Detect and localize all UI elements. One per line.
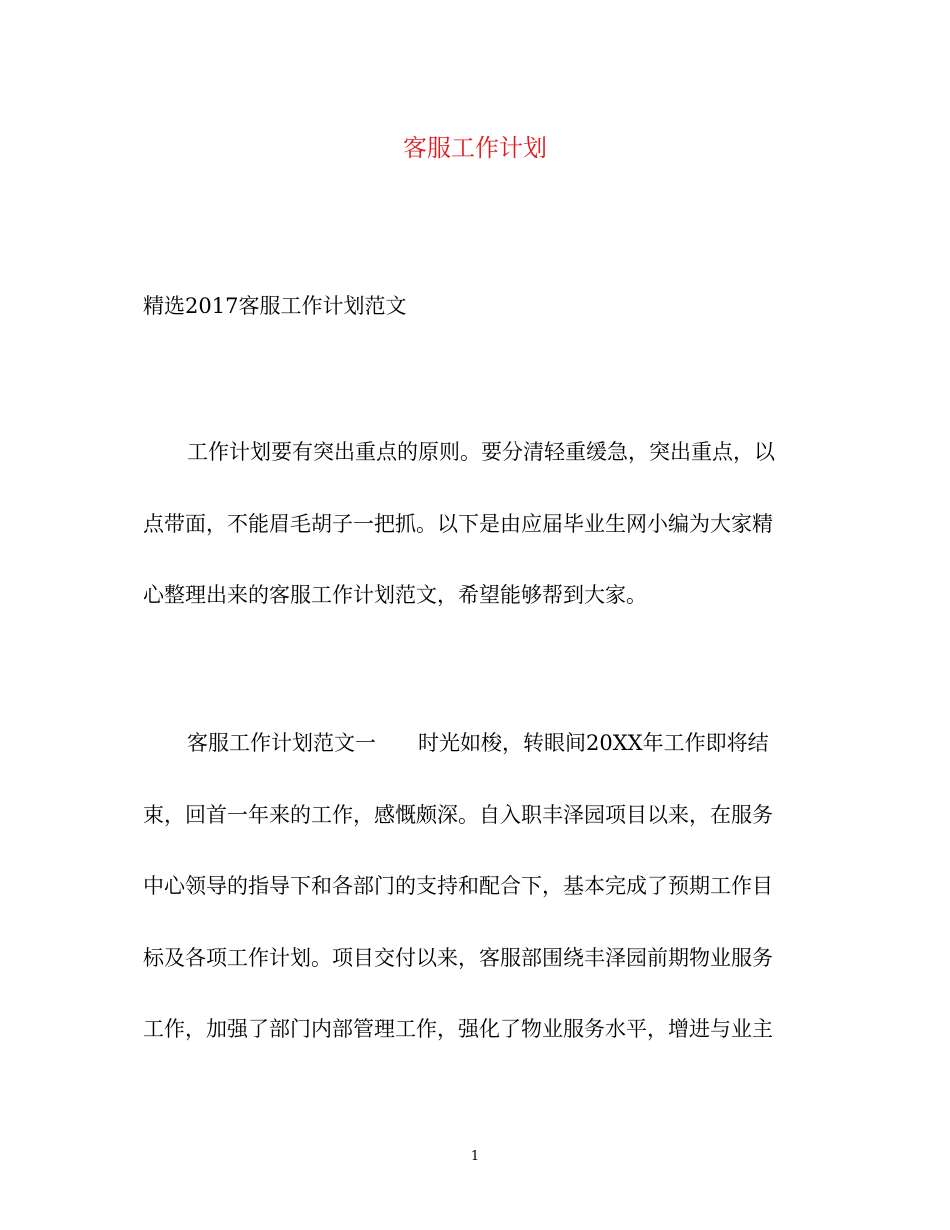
paragraph-line: 工作，加强了部门内部管理工作，强化了物业服务水平，增进与业主 [143, 1017, 773, 1041]
paragraph-line: 中心领导的指导下和各部门的支持和配合下，基本完成了预期工作目 [143, 874, 773, 898]
intro-paragraph [143, 417, 813, 632]
sample-first-line-text: 时光如梭，转眼间20XX年工作即将结 [418, 731, 769, 755]
page-number: 1 [470, 1149, 480, 1164]
paragraph-line: 工作计划要有突出重点的原则。要分清轻重缓急，突出重点，以 [187, 440, 775, 464]
paragraph-first-line [143, 708, 813, 780]
document-subtitle: 精选2017客服工作计划范文 [143, 294, 407, 318]
paragraph-line: 点带面，不能眉毛胡子一把抓。以下是由应届毕业生网小编为大家精 [143, 511, 773, 536]
sample-heading: 客服工作计划范文一 [187, 731, 376, 755]
paragraph-line: 心整理出来的客服工作计划范文，希望能够帮到大家。 [143, 583, 647, 607]
paragraph-line: 束，回首一年来的工作，感慨颇深。自入职丰泽园项目以来，在服务 [143, 802, 773, 827]
sample-paragraph [143, 708, 813, 1066]
paragraph-line: 标及各项工作计划。项目交付以来，客服部围绕丰泽园前期物业服务 [143, 945, 773, 970]
document-title: 客服工作计划 [403, 134, 547, 162]
